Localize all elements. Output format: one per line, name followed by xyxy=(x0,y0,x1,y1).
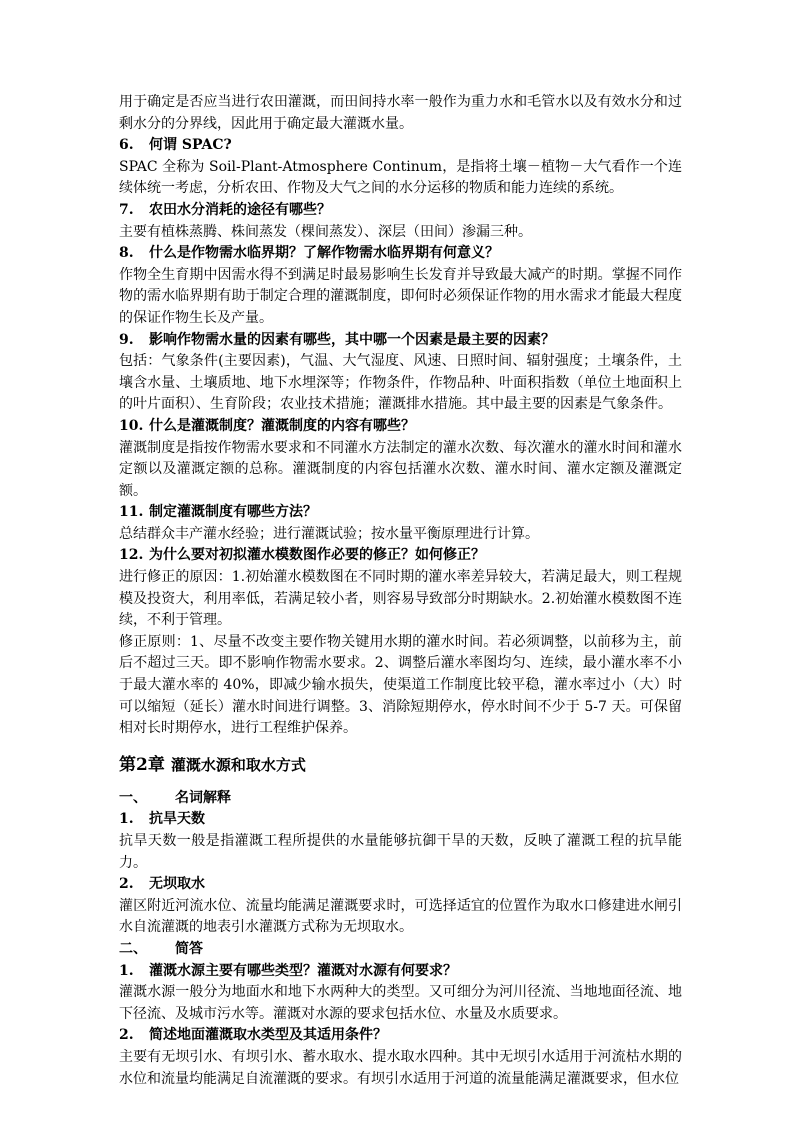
question-number: 10. xyxy=(119,417,144,434)
short-item-2 xyxy=(119,1025,682,1090)
term-title: 无坝取水 xyxy=(149,876,205,893)
section-number: 二、 xyxy=(119,940,147,957)
term-heading xyxy=(119,874,682,896)
answer-paragraph: 总结群众丰产灌水经验；进行灌溉试验；按水量平衡原理进行计算。 xyxy=(119,525,539,542)
qa-item-6 xyxy=(119,135,682,200)
question-heading xyxy=(119,502,682,524)
term-number: 1. xyxy=(119,811,134,828)
qa-item-9 xyxy=(119,330,682,416)
question-heading xyxy=(119,243,682,265)
question-heading xyxy=(119,330,682,352)
question-text: 什么是作物需水临界期？了解作物需水临界期有何意义？ xyxy=(149,245,499,262)
question-number: 2. xyxy=(119,1027,134,1044)
qa-item-7 xyxy=(119,200,682,243)
question-text: 影响作物需水量的因素有哪些，其中哪一个因素是最主要的因素？ xyxy=(149,331,555,348)
answer-paragraph: 灌溉制度是指按作物需水要求和不同灌水方法制定的灌水次数、每次灌水的灌水时间和灌水定额以及灌溉定额的总称。灌溉制度的内容包括灌水次数、灌水时间、灌水定额及灌溉定额。 xyxy=(119,439,682,499)
question-heading xyxy=(119,545,682,567)
qa-item-8 xyxy=(119,243,682,329)
question-heading xyxy=(119,135,682,157)
paragraph: 用于确定是否应当进行农田灌溉，而田间持水率一般作为重力水和毛管水以及有效水分和过剩水分的分界线，因此用于确定最大灌溉水量。 xyxy=(119,94,682,132)
answer-paragraph: 主要有植株蒸腾、株间蒸发（棵间蒸发）、深层（田间）渗漏三种。 xyxy=(119,223,532,240)
question-text: 农田水分消耗的途径有哪些？ xyxy=(149,201,331,218)
question-number: 7. xyxy=(119,201,134,218)
question-heading xyxy=(119,416,682,438)
question-text: 灌溉水源主要有哪些类型？灌溉对水源有何要求？ xyxy=(149,962,457,979)
question-heading xyxy=(119,1025,682,1047)
qa-item-11 xyxy=(119,502,682,545)
section-title: 名词解释 xyxy=(175,789,231,806)
term-item-1 xyxy=(119,809,682,874)
qa-item-10 xyxy=(119,416,682,502)
qa-item-12 xyxy=(119,545,682,739)
answer-paragraph: 灌溉水源一般分为地面水和地下水两种大的类型。又可细分为河川径流、当地地面径流、地下径流、及城市污水等。灌溉对水源的要求包括水位、水量及水质要求。 xyxy=(119,984,682,1022)
question-heading xyxy=(119,961,682,983)
term-definition: 灌区附近河流水位、流量均能满足灌溉要求时，可选择适宜的位置作为取水口修建进水闸引水自流灌溉的地表引水灌溉方式称为无坝取水。 xyxy=(119,897,682,936)
section-number: 一、 xyxy=(119,789,147,806)
chapter-title: 灌溉水源和取水方式 xyxy=(170,755,306,774)
question-number: 9. xyxy=(119,331,134,348)
question-text: 简述地面灌溉取水类型及其适用条件？ xyxy=(149,1027,387,1044)
chapter-heading xyxy=(119,752,682,778)
answer-paragraph: 主要有无坝引水、有坝引水、蓄水取水、提水取水四种。其中无坝引水适用于河流枯水期的水位和流量均能满足自流灌溉的要求。有坝引水适用于河道的流量能满足灌溉要求，但水位 xyxy=(119,1048,682,1087)
answer-paragraph: 进行修正的原因：1.初始灌水模数图在不同时期的灌水率差异较大，若满足最大，则工程规模及投资大，利用率低，若满足较小者，则容易导致部分时期缺水。2.初始灌水模数图不连续，不利于管理。 xyxy=(119,569,682,629)
question-text: 制定灌溉制度有哪些方法？ xyxy=(149,504,317,521)
term-definition: 抗旱天数一般是指灌溉工程所提供的水量能够抗御干旱的天数，反映了灌溉工程的抗旱能力。 xyxy=(119,833,682,871)
section-heading xyxy=(119,939,682,961)
question-number: 1. xyxy=(119,962,134,979)
section-heading xyxy=(119,788,682,810)
answer-paragraph: 作物全生育期中因需水得不到满足时最易影响生长发育并导致最大减产的时期。掌握不同作物的需水临界期有助于制定合理的灌溉制度，即何时必须保证作物的用水需求才能最大程度的保证作物生长及产量。 xyxy=(119,266,682,326)
section-title: 简答 xyxy=(175,940,203,957)
chapter-number: 第2章 xyxy=(119,754,165,775)
question-heading xyxy=(119,200,682,222)
question-text: 为什么要对初拟灌水模数图作必要的修正？如何修正？ xyxy=(149,547,485,564)
question-number: 6. xyxy=(119,137,134,154)
term-number: 2. xyxy=(119,876,134,893)
term-item-2 xyxy=(119,874,682,939)
short-item-1 xyxy=(119,961,682,1026)
question-number: 12. xyxy=(119,547,144,564)
answer-paragraph: SPAC 全称为 Soil-Plant-Atmosphere Continum，是指将土壤－植物－大气看作一个连续体统一考虑，分析农田、作物及大气之间的水分运移的物质和能力连续的系统。 xyxy=(119,158,682,197)
question-text: 何谓 SPAC? xyxy=(149,137,232,154)
answer-paragraph: 包括：气象条件(主要因素)，气温、大气湿度、风速、日照时间、辐射强度；土壤条件，土壤含水量、土壤质地、地下水埋深等；作物条件，作物品种、叶面积指数（单位土地面积上的叶片面积）、生育阶段；农业技术措施；灌溉排水措施。其中最主要的因素是气象条件。 xyxy=(119,353,682,413)
question-number: 8. xyxy=(119,245,134,262)
question-text: 什么是灌溉制度？灌溉制度的内容有哪些？ xyxy=(149,417,415,434)
answer-paragraph: 修正原则：1、尽量不改变主要作物关键用水期的灌水时间。若必须调整，以前移为主，前后不超过三天。即不影响作物需水要求。2、调整后灌水率图均匀、连续，最小灌水率不小于最大灌水率的 40%，即减少输水损失，使渠道工作制度比较平稳，灌水率过小（大）时可以缩短（延长）灌水时间进行调整。3、消除短期停水，停水时间不少于 5-7 天。可保留相对长时期停水，进行工程维护保养。 xyxy=(119,633,682,737)
document-page xyxy=(119,92,682,1090)
term-heading xyxy=(119,809,682,831)
term-title: 抗旱天数 xyxy=(149,811,205,828)
question-number: 11. xyxy=(119,504,144,521)
